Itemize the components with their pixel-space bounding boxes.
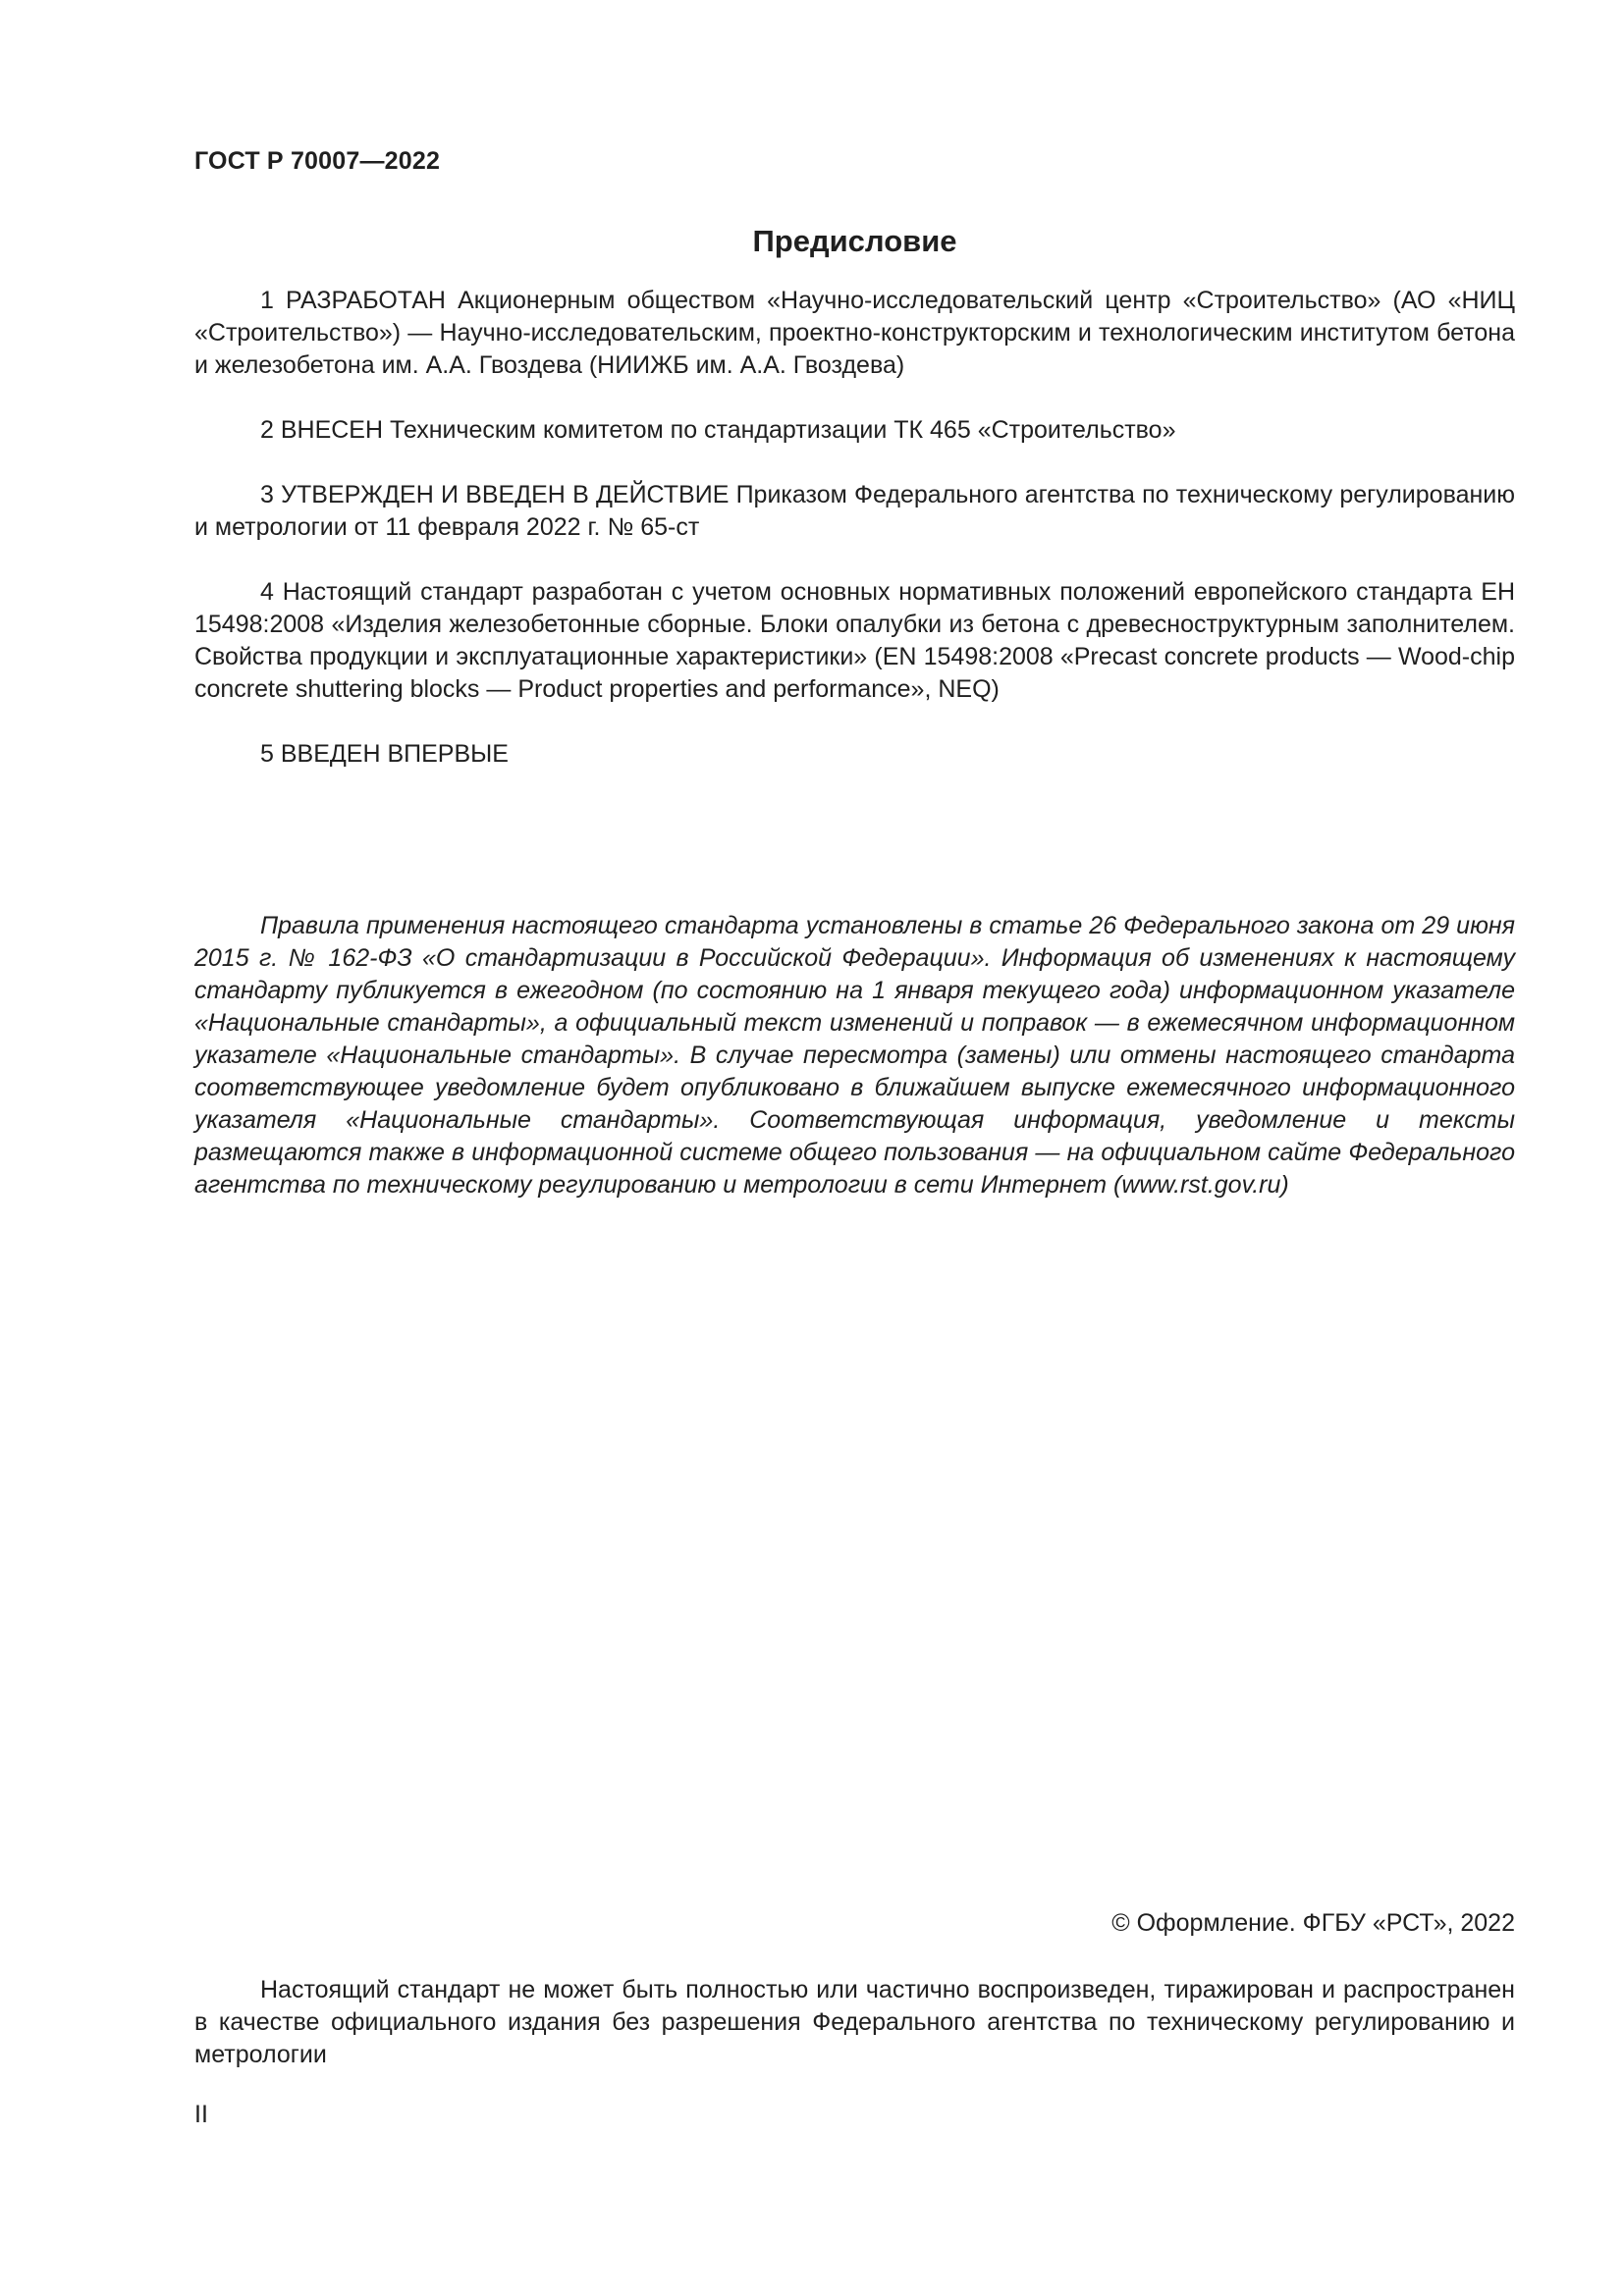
page-number: II (194, 2101, 208, 2128)
page-title: Предисловие (752, 224, 957, 258)
preface-items (194, 285, 1515, 803)
copyright-line: © Оформление. ФГБУ «РСТ», 2022 (1111, 1909, 1515, 1937)
preface-item-approved: 3 УТВЕРЖДЕН И ВВЕДЕН В ДЕЙСТВИЕ Приказом Федерального агентства по техническому регулированию и метрологии от 11 февраля 2022 г. № 65-ст (194, 481, 1515, 541)
preface-item-based-on: 4 Настоящий стандарт разработан с учетом основных нормативных положений европейского стандарта ЕН 15498:2008 «Изделия железобетонные сборные. Блоки опалубки из бетона с древесноструктурным заполнителем. Свойства продукции и эксплуатационные характеристики» (EN 15498:2008 «Precast concrete products — Wood-chip concrete shuttering blocks — Product properties and performance», NEQ) (194, 578, 1515, 703)
application-rules-notice: Правила применения настоящего стандарта установлены в статье 26 Федерального закона от 29 июня 2015 г. № 162-ФЗ «О стандартизации в Российской Федерации». Информация об изменениях к настоящему стандарту публикуется в ежегодном (по состоянию на 1 января текущего года) информационном указателе «Национальные стандарты», а официальный текст изменений и поправок — в ежемесячном информационном указателе «Национальные стандарты». В случае пересмотра (замены) или отмены настоящего стандарта соответствующее уведомление будет опубликовано в ближайшем выпуске ежемесячного информационного указателя «Национальные стандарты». Соответствующая информация, уведомление и тексты размещаются также в информационной системе общего пользования — на официальном сайте Федерального агентства по техническому регулированию и метрологии в сети Интернет (www.rst.gov.ru) (194, 912, 1515, 1199)
reproduction-rights-notice: Настоящий стандарт не может быть полностью или частично воспроизведен, тиражирован и распространен в качестве официального издания без разрешения Федерального агентства по техническому регулированию и метрологии (194, 1976, 1515, 2068)
preface-item-first-introduced: 5 ВВЕДЕН ВПЕРВЫЕ (260, 740, 509, 768)
preface-item-developed: 1 РАЗРАБОТАН Акционерным обществом «Научно-исследовательский центр «Строительство» (АО «НИЦ «Строительство») — Научно-исследовательским, проектно-конструкторским и технологическим институтом бетона и железобетона им. А.А. Гвоздева (НИИЖБ им. А.А. Гвоздева) (194, 287, 1515, 379)
standard-designation: ГОСТ Р 70007—2022 (194, 147, 441, 175)
preface-item-introduced: 2 ВНЕСЕН Техническим комитетом по стандартизации ТК 465 «Строительство» (260, 416, 1176, 444)
